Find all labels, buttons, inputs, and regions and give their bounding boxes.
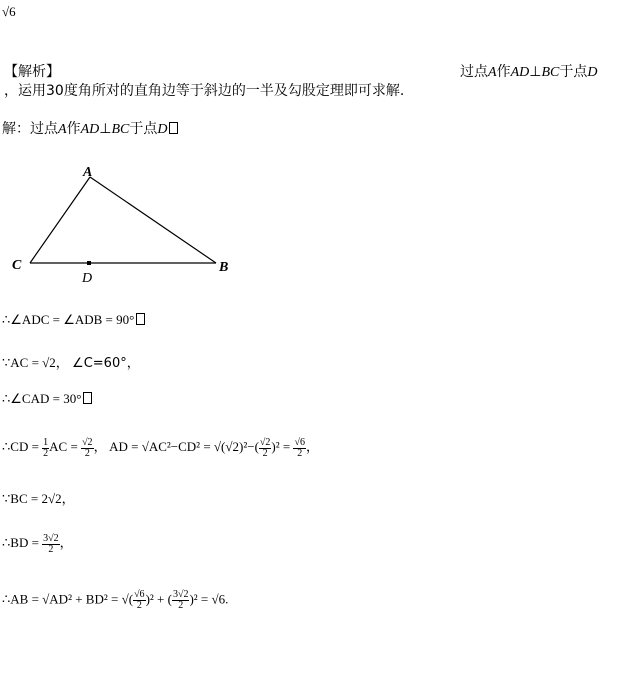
fraction-3root2-over-2 xyxy=(172,590,190,611)
step-2 xyxy=(2,352,140,371)
segment-ad: AD xyxy=(80,122,100,137)
step-2-text: ∵AC = √2， xyxy=(2,355,69,370)
hint-right xyxy=(460,61,597,81)
step-6-text: ∴BD = xyxy=(2,535,43,550)
frac-den: 2 xyxy=(48,543,54,555)
solution-text: 解：过点 xyxy=(2,121,58,137)
label-c: C xyxy=(12,258,22,273)
frac-num: √2 xyxy=(82,436,93,448)
fraction-root6-over-2 xyxy=(293,438,306,459)
frac-num: 3√2 xyxy=(172,589,189,600)
step-6-text: ， xyxy=(59,535,73,550)
frac-den: 2 xyxy=(136,600,142,611)
missing-glyph-box xyxy=(83,392,92,404)
step-7-text: )² = √6. xyxy=(189,591,229,607)
analysis-heading: 【解析】 xyxy=(4,64,60,80)
segment-ad: AD xyxy=(510,65,530,80)
perp-symbol: ⊥ xyxy=(99,121,112,137)
point-d-marker xyxy=(87,261,91,265)
fraction-root2-over-2 xyxy=(259,438,272,459)
point-d: D xyxy=(587,65,598,80)
hint-text: 于点 xyxy=(559,64,588,80)
step-5: ∵BC = 2√2， xyxy=(2,491,75,506)
segment-bc: BC xyxy=(541,65,560,80)
frac-den: 2 xyxy=(43,447,49,459)
point-a: A xyxy=(58,122,67,137)
step-4-text: )² = xyxy=(271,439,294,454)
side-ab xyxy=(90,177,216,263)
frac-den: 2 xyxy=(84,447,90,459)
frac-den: 2 xyxy=(297,447,303,459)
step-1 xyxy=(2,312,145,328)
segment-bc: BC xyxy=(111,122,130,137)
step-4-text: ∴CD = xyxy=(2,439,43,454)
step-1-text: ∴∠ADC = ∠ADB = 90° xyxy=(2,312,135,327)
answer-text: √6 xyxy=(2,4,16,19)
fraction-root6-over-2 xyxy=(133,590,146,611)
step-4-text: ， AD = √AC²−CD² = √(√2)²−( xyxy=(93,439,259,454)
point-d: D xyxy=(157,122,168,137)
label-a: A xyxy=(83,165,93,180)
frac-num: √6 xyxy=(294,436,305,448)
label-b: B xyxy=(219,260,229,275)
step-4 xyxy=(2,436,319,459)
perp-symbol: ⊥ xyxy=(529,64,542,80)
hint-text: 过点 xyxy=(460,64,488,80)
step-3-text: ∴∠CAD = 30° xyxy=(2,391,82,406)
missing-glyph-box xyxy=(169,122,178,134)
step-7-text: ∴AB = √AD² + BD² = √( xyxy=(2,591,134,607)
fraction-root2-over-2 xyxy=(81,438,94,459)
solution-intro xyxy=(2,118,178,138)
solution-text: 于点 xyxy=(129,121,158,137)
side-ca xyxy=(30,177,90,263)
step-3 xyxy=(2,391,92,407)
frac-den: 2 xyxy=(178,600,184,611)
step-7 xyxy=(2,590,228,611)
frac-num: √6 xyxy=(134,589,145,600)
point-a: A xyxy=(488,65,497,80)
step-4-text: AC = xyxy=(49,439,82,454)
step-7-text: )² + ( xyxy=(145,591,172,607)
triangle-figure xyxy=(0,155,250,290)
frac-num: 1 xyxy=(43,436,49,448)
missing-glyph-box xyxy=(136,313,145,325)
hint-text: 作 xyxy=(496,64,511,80)
frac-num: √2 xyxy=(259,436,271,448)
hint-line2: ，运用30度角所对的直角边等于斜边的一半及勾股定理即可求解. xyxy=(4,83,405,99)
solution-text: 作 xyxy=(66,121,81,137)
step-6 xyxy=(2,532,73,555)
frac-den: 2 xyxy=(262,447,268,459)
frac-num: 3√2 xyxy=(43,532,59,544)
fraction-3root2-over-2 xyxy=(42,534,60,555)
angle-c-value: ∠C=60°， xyxy=(72,356,140,371)
step-4-text: ， xyxy=(305,439,319,454)
label-d: D xyxy=(82,271,93,286)
